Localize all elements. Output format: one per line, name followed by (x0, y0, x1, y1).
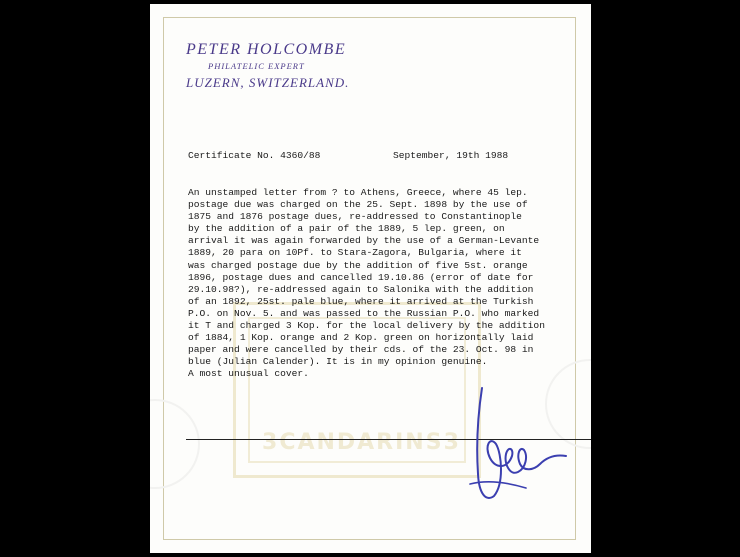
certificate-body-line: of 1884, 1 Kop. orange and 2 Kop. green on horizontally laid (188, 332, 534, 344)
certificate-body-line: paper and were cancelled by their cds. of the 23. Oct. 98 in (188, 344, 534, 356)
certificate-body-line: postage due was charged on the 25. Sept. 1898 by the use of (188, 199, 528, 211)
certificate-body-line: arrival it was again forwarded by the use of a German-Levante (188, 235, 540, 247)
certificate-date: September, 19th 1988 (393, 150, 509, 161)
certificate-body-line: by the addition of a pair of the 1889, 5 lep. green, on (188, 223, 505, 235)
certificate-body-line: of an 1892, 25st. pale blue, where it arrived at the Turkish (188, 295, 534, 307)
certificate-body-line: 1896, postage dues and cancelled 19.10.86 (error of date for (188, 271, 534, 283)
watermark-text (262, 430, 461, 455)
certificate-body-line: P.O. on Nov. 5. and was passed to the Russian P.O. who marked (188, 307, 540, 319)
watermark-value-left: 3 (262, 430, 280, 455)
certificate-body-line: An unstamped letter from ? to Athens, Greece, where 45 lep. (188, 187, 528, 198)
letterhead (186, 41, 349, 91)
certificate-body (188, 187, 583, 381)
expert-location: LUZERN, SWITZERLAND. (186, 75, 350, 90)
certificate-body-line: A most unusual cover. (188, 368, 309, 380)
certificate-body-line: 29.10.98?), re-addressed again to Salonika with the addition (188, 283, 534, 295)
certificate-number: Certificate No. 4360/88 (188, 150, 321, 161)
watermark-word: CANDARINS (279, 430, 444, 455)
certificate-sheet (150, 4, 591, 553)
expert-title: PHILATELIC EXPERT (208, 61, 305, 71)
certificate-body-line: blue (Julian Calender). It is in my opinion genuine. (188, 356, 488, 368)
signature-mark (456, 384, 576, 514)
certificate-body-line: 1875 and 1876 postage dues, re-addressed to Constantinople (188, 211, 522, 223)
expert-name: PETER HOLCOMBE (186, 41, 347, 58)
certificate-body-line: was charged postage due by the addition of five 5st. orange (188, 259, 528, 271)
certificate-body-line: 1889, 20 para on 10Pf. to Stara-Zagora, Bulgaria, where it (188, 247, 522, 259)
watermark-value-right: 3 (443, 430, 461, 455)
certificate-body-line: it T and charged 3 Kop. for the local delivery by the addition (188, 320, 545, 332)
